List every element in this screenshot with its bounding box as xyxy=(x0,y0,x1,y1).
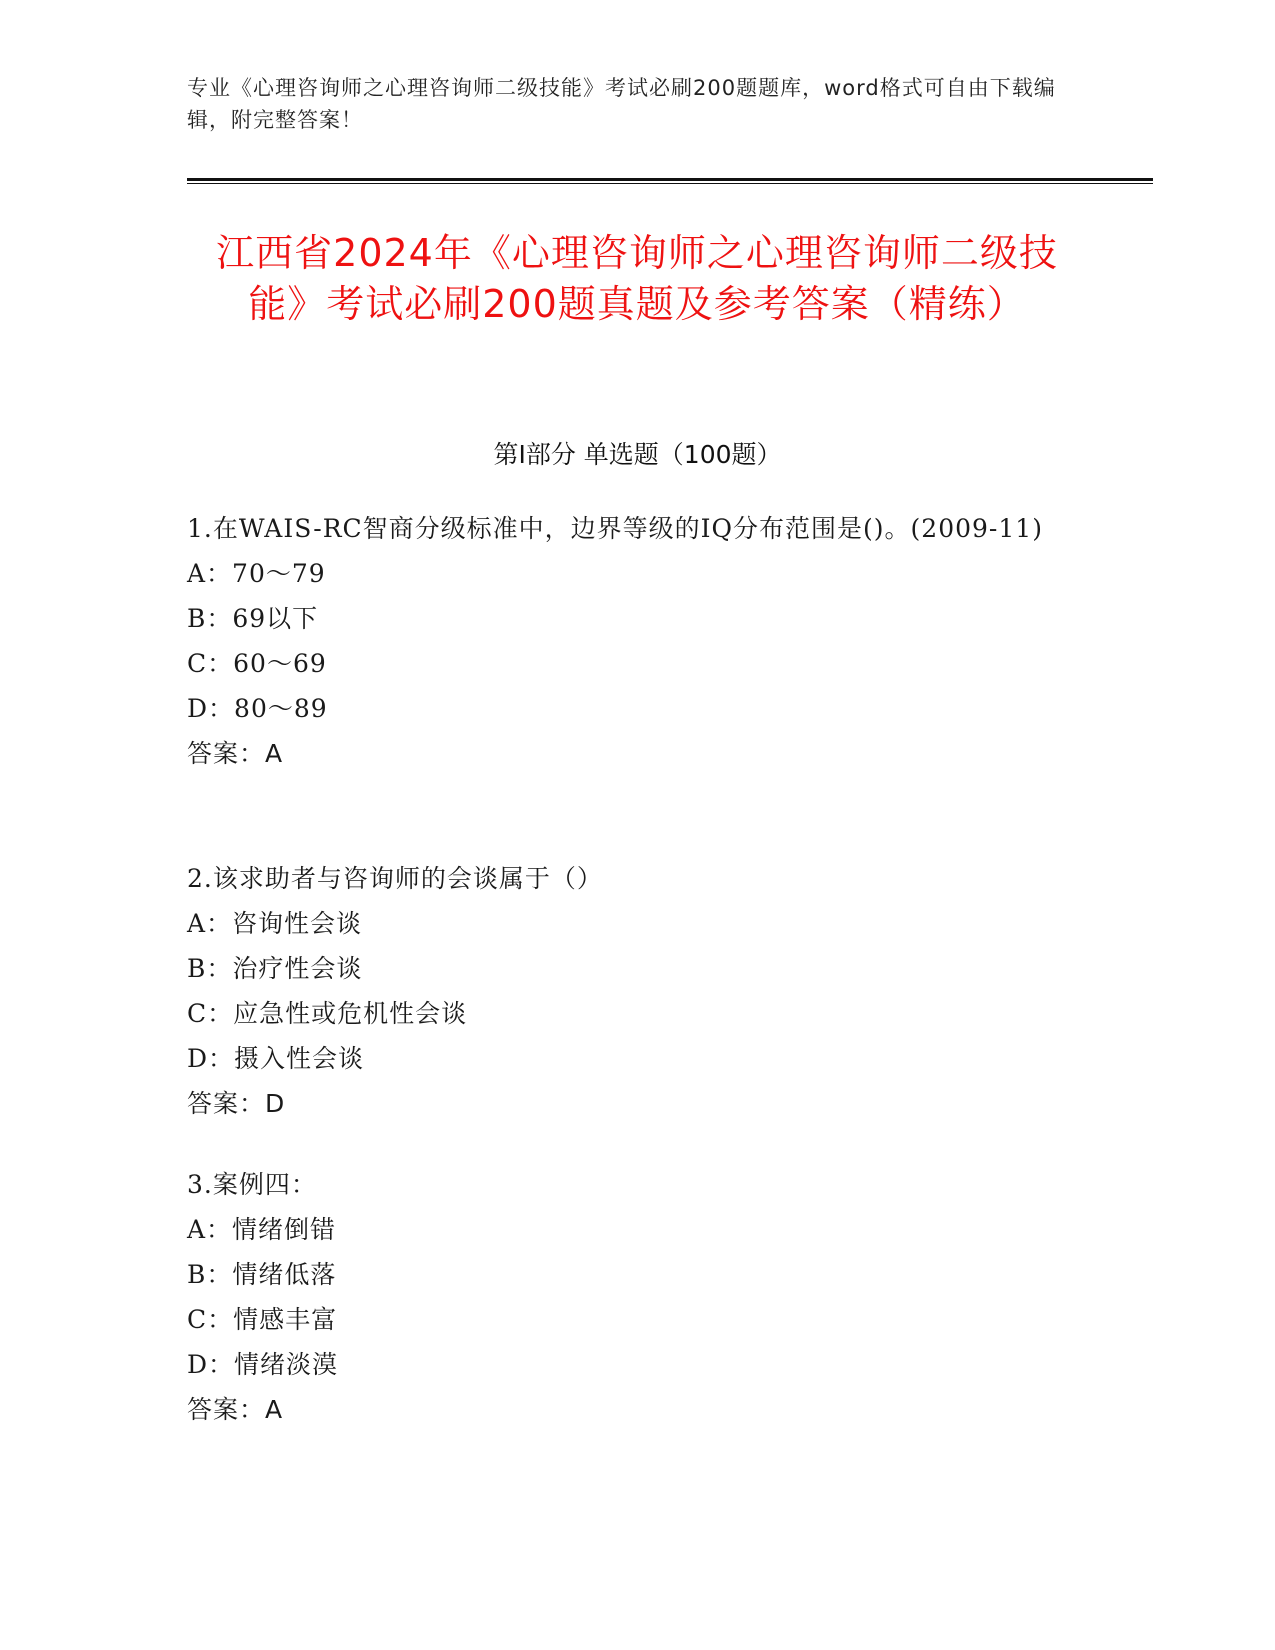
question-2 xyxy=(187,856,1087,1126)
option-d: D：情绪淡漠 xyxy=(187,1350,339,1379)
option-a: A：70～79 xyxy=(187,559,326,588)
option-c: C：应急性或危机性会谈 xyxy=(187,999,468,1028)
question-stem: 3.案例四： xyxy=(187,1170,317,1199)
option-d: D：摄入性会谈 xyxy=(187,1044,365,1073)
option-a: A：咨询性会谈 xyxy=(187,909,363,938)
question-stem: 1.在WAIS-RC智商分级标准中，边界等级的IQ分布范围是()。(2009-11) xyxy=(187,514,1043,543)
answer: 答案：A xyxy=(187,1395,284,1424)
option-d: D：80～89 xyxy=(187,694,328,723)
option-c: C：60～69 xyxy=(187,649,327,678)
question-1 xyxy=(187,506,1087,776)
answer: 答案：A xyxy=(187,739,284,768)
option-b: B：情绪低落 xyxy=(187,1260,337,1289)
question-3 xyxy=(187,1162,1087,1432)
header-rule-thin xyxy=(187,183,1153,184)
option-b: B：69以下 xyxy=(187,604,319,633)
header-note: 专业《心理咨询师之心理咨询师二级技能》考试必刷200题题库，word格式可自由下载编辑，附完整答案！ xyxy=(187,76,1056,132)
section-heading: 第Ⅰ部分 单选题（100题） xyxy=(493,440,782,469)
option-a: A：情绪倒错 xyxy=(187,1215,337,1244)
option-c: C：情感丰富 xyxy=(187,1305,338,1334)
document-title: 江西省2024年《心理咨询师之心理咨询师二级技能》考试必刷200题真题及参考答案（精练） xyxy=(216,231,1058,326)
answer: 答案：D xyxy=(187,1089,286,1118)
header-rule-thick xyxy=(187,178,1153,181)
option-b: B：治疗性会谈 xyxy=(187,954,363,983)
question-stem: 2.该求助者与咨询师的会谈属于（） xyxy=(187,864,603,893)
